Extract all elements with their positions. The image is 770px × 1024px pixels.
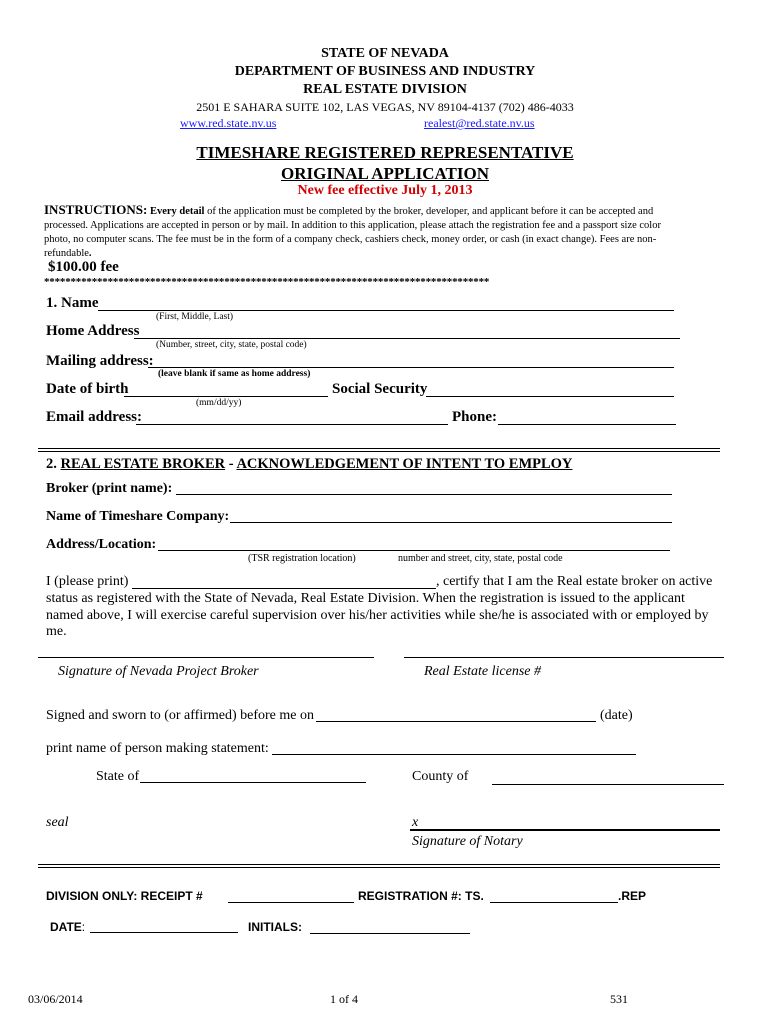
mailing-address-label: Mailing address: — [46, 353, 154, 369]
broker-signature-label: Signature of Nevada Project Broker — [58, 664, 259, 679]
timeshare-company-label: Name of Timeshare Company: — [46, 509, 230, 524]
email-input[interactable] — [136, 424, 448, 425]
home-address-label: Home Address — [46, 323, 140, 339]
home-address-hint: (Number, street, city, state, postal code) — [156, 340, 307, 350]
email-label: Email address: — [46, 409, 142, 425]
dob-input[interactable] — [124, 396, 328, 397]
instructions-text: of the application must be completed by the broker, developer, and applicant before it can be accepted and processed. Applications are accepted in person or by mail. In addition to this application, please attach the registration fee and a passport size color photo, no computer scans. The fee must be in the form of a company check, cashiers check, money order, or cash (in exact change). Fees are non-refundable — [44, 206, 661, 259]
notary-signature-line[interactable] — [410, 829, 720, 831]
registration-input[interactable] — [490, 902, 618, 903]
division-divider — [38, 864, 720, 868]
broker-print-name-input[interactable] — [132, 588, 436, 589]
initials-input[interactable] — [310, 933, 470, 934]
agency-division: REAL ESTATE DIVISION — [303, 82, 467, 97]
cert-start: I (please print) — [46, 574, 129, 589]
county-input[interactable] — [492, 784, 724, 785]
license-label: Real Estate license # — [424, 664, 542, 679]
notary-x-mark: x — [412, 815, 419, 830]
notary-signature-label: Signature of Notary — [412, 834, 523, 849]
section2-heading: 2. REAL ESTATE BROKER - ACKNOWLEDGEMENT OF INTENT TO EMPLOY — [46, 456, 573, 472]
section-divider — [38, 448, 720, 452]
email-link[interactable]: realest@red.state.nv.us — [424, 116, 535, 130]
acknowledgement-heading: ACKNOWLEDGEMENT OF INTENT TO EMPLOY — [236, 456, 573, 472]
registration-label: REGISTRATION #: TS. — [358, 889, 484, 903]
address-location-input[interactable] — [158, 550, 670, 551]
footer-date: 03/06/2014 — [28, 992, 83, 1006]
ssn-input[interactable] — [426, 396, 674, 397]
receipt-label: DIVISION ONLY: RECEIPT # — [46, 889, 203, 903]
address-location-label: Address/Location: — [46, 537, 157, 552]
form-title: TIMESHARE REGISTERED REPRESENTATIVE — [196, 143, 574, 162]
address-format-hint: number and street, city, state, postal code — [398, 553, 563, 564]
broker-signature-line[interactable] — [38, 657, 374, 658]
receipt-input[interactable] — [228, 902, 354, 903]
fee-notice: New fee effective July 1, 2013 — [297, 183, 473, 198]
mailing-address-input[interactable] — [148, 367, 674, 368]
state-input[interactable] — [140, 782, 366, 783]
agency-department: DEPARTMENT OF BUSINESS AND INDUSTRY — [234, 64, 536, 79]
registration-suffix: .REP — [618, 889, 647, 903]
instructions-emphasis: Every detail — [149, 206, 205, 217]
print-name-input[interactable] — [272, 754, 636, 755]
agency-state: STATE OF NEVADA — [321, 46, 449, 61]
broker-name-label: Broker (print name): — [46, 481, 173, 496]
cert-rest: , certify that I am the Real estate broker on active — [436, 574, 713, 589]
license-number-line[interactable] — [404, 657, 724, 658]
name-label: 1. Name — [46, 295, 99, 311]
division-date-input[interactable] — [90, 932, 238, 933]
mailing-address-hint: (leave blank if same as home address) — [158, 369, 311, 379]
address-location-hint: (TSR registration location) — [248, 553, 356, 564]
cert-line-4: me. — [46, 624, 67, 639]
county-label: County of — [412, 769, 469, 784]
name-input[interactable] — [98, 310, 674, 311]
instructions-label: INSTRUCTIONS: — [44, 202, 148, 217]
page-number: 1 of 4 — [330, 992, 358, 1006]
ssn-label: Social Security — [332, 381, 428, 397]
fee-amount: $100.00 fee — [48, 259, 119, 275]
initials-label: INITIALS: — [248, 920, 302, 934]
broker-name-input[interactable] — [176, 494, 672, 495]
sworn-date-input[interactable] — [316, 721, 596, 722]
form-subtitle: ORIGINAL APPLICATION — [281, 164, 489, 183]
division-date-label: DATE: — [50, 920, 86, 934]
seal-label: seal — [46, 815, 69, 830]
sworn-label: Signed and sworn to (or affirmed) before me on — [46, 708, 314, 723]
dob-hint: (mm/dd/yy) — [196, 398, 242, 408]
state-label: State of — [96, 769, 140, 784]
instructions: INSTRUCTIONS: Every detail of the application must be completed by the broker, developer, and applicant before it can be accepted and processed. Applications are accepted in person or by mail. In addition to this application, please attach the registration fee and a passport size color photo, no computer scans. The fee must be in the form of a company check, cashiers check, money order, or cash (in exact change). Fees are non-refundable. — [44, 202, 661, 259]
asterisk-divider: ************************************************************************************ — [44, 276, 490, 288]
broker-heading: REAL ESTATE BROKER — [60, 456, 226, 472]
name-hint: (First, Middle, Last) — [156, 312, 234, 322]
form-code: 531 — [610, 992, 628, 1006]
phone-input[interactable] — [498, 424, 676, 425]
website-link[interactable]: www.red.state.nv.us — [180, 116, 277, 130]
dob-label: Date of birth — [46, 381, 129, 397]
home-address-input[interactable] — [134, 338, 680, 339]
phone-label: Phone: — [452, 409, 497, 425]
date-word: (date) — [600, 708, 633, 723]
agency-address: 2501 E SAHARA SUITE 102, LAS VEGAS, NV 89104-4137 (702) 486-4033 — [196, 100, 574, 114]
timeshare-company-input[interactable] — [230, 522, 672, 523]
cert-line-3: named above, I will exercise careful supervision over his/her activities while she/he is associated with or employed by — [46, 608, 709, 623]
print-name-label: print name of person making statement: — [46, 741, 269, 756]
cert-line-2: status as registered with the State of Nevada, Real Estate Division. When the registration is issued to the applicant — [46, 591, 685, 606]
